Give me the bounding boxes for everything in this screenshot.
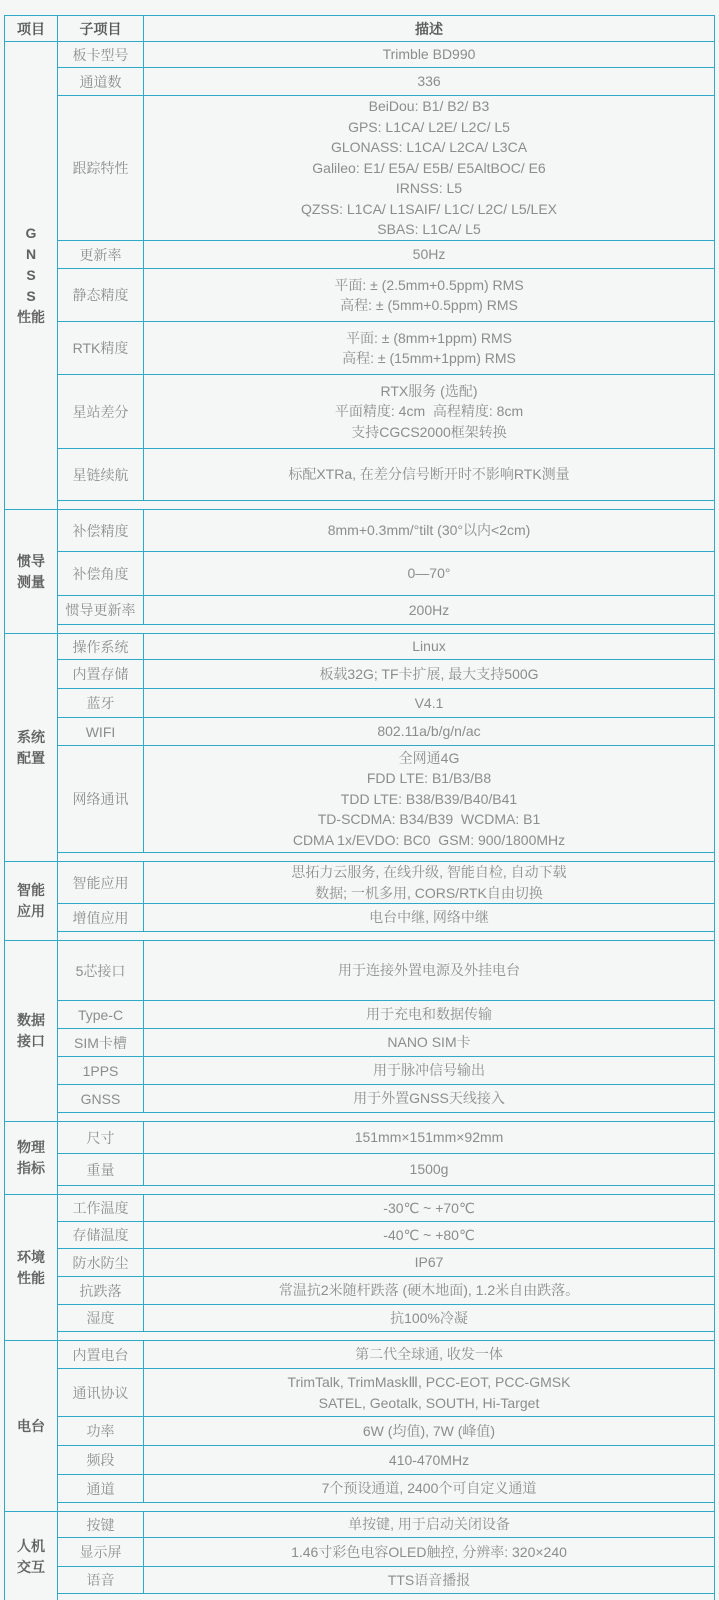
description-line: GPS: L1CA/ L2E/ L2C/ L5 bbox=[348, 118, 510, 135]
section-label-line: 性能 bbox=[17, 309, 45, 325]
sub-item-cell: GNSS bbox=[58, 1085, 144, 1112]
description-cell bbox=[144, 68, 714, 95]
description-cell bbox=[144, 1085, 714, 1112]
table-row bbox=[58, 1369, 714, 1417]
description-line: 200Hz bbox=[408, 601, 450, 618]
table-row bbox=[58, 449, 714, 501]
description-line: IRNSS: L5 bbox=[395, 180, 463, 197]
description-line: 单按键, 用于启动关闭设备 bbox=[348, 1516, 510, 1533]
description-line: -40℃ ~ +80℃ bbox=[383, 1226, 475, 1243]
description-line: 数据; 一机多用, CORS/RTK自由切换 bbox=[315, 884, 543, 901]
sub-item-cell: 尺寸 bbox=[58, 1122, 144, 1153]
header-sub-item: 子项目 bbox=[58, 16, 144, 41]
sub-item-cell: 防水防尘 bbox=[58, 1249, 144, 1276]
section-label-line: 系统 bbox=[17, 728, 45, 745]
description-cell bbox=[144, 96, 714, 240]
description-line: FDD LTE: B1/B3/B8 bbox=[366, 770, 492, 787]
description-line: 高程: ± (5mm+0.5ppm) RMS bbox=[340, 297, 518, 313]
sub-item-cell: 5芯接口 bbox=[58, 941, 144, 1000]
table-row bbox=[58, 1567, 714, 1594]
sub-item-cell: 存储温度 bbox=[58, 1222, 144, 1248]
description-line: RTX服务 (选配) bbox=[380, 382, 478, 399]
description-cell bbox=[144, 510, 714, 551]
section-label-line: G bbox=[25, 225, 37, 241]
description-cell bbox=[144, 1001, 714, 1028]
description-line: 151mm×151mm×92mm bbox=[354, 1129, 504, 1146]
description-cell bbox=[144, 1249, 714, 1276]
section-label-line: 人机 bbox=[17, 1538, 45, 1554]
sub-item-cell: 通讯协议 bbox=[58, 1369, 144, 1416]
table-row bbox=[58, 269, 714, 322]
sub-item-cell: 网络通讯 bbox=[58, 746, 144, 852]
section-label-line: 物理 bbox=[17, 1139, 45, 1155]
table-row bbox=[58, 1154, 714, 1186]
sub-item-cell: 内置电台 bbox=[58, 1341, 144, 1368]
description-line: 7个预设通道, 2400个可自定义通道 bbox=[321, 1480, 537, 1497]
sub-item-cell: 增值应用 bbox=[58, 904, 144, 931]
sub-item-cell: 工作温度 bbox=[58, 1195, 144, 1221]
description-cell bbox=[144, 660, 714, 688]
table-row bbox=[58, 1446, 714, 1475]
description-line: 思拓力云服务, 在线升级, 智能自检, 自动下载 bbox=[291, 864, 567, 880]
section-label-line: S bbox=[26, 288, 36, 304]
header-description: 描述 bbox=[415, 20, 443, 37]
section-gnss-performance bbox=[5, 42, 714, 510]
description-line: 高程: ± (15mm+1ppm) RMS bbox=[342, 350, 516, 366]
description-cell bbox=[144, 269, 714, 321]
section-label-line: N bbox=[25, 246, 37, 262]
sub-item-cell: 湿度 bbox=[58, 1305, 144, 1331]
section-label-line: 接口 bbox=[17, 1033, 45, 1049]
description-line: SBAS: L1CA/ L5 bbox=[377, 221, 481, 238]
sub-item-cell: RTK精度 bbox=[58, 322, 144, 374]
description-cell bbox=[144, 1512, 714, 1537]
description-cell bbox=[144, 241, 714, 268]
description-line: 板载32G; TF卡扩展, 最大支持500G bbox=[319, 665, 539, 682]
description-line: 8mm+0.3mm/°tilt (30°以内<2cm) bbox=[327, 522, 531, 539]
description-line: 用于连接外置电源及外挂电台 bbox=[338, 962, 520, 979]
table-row bbox=[58, 322, 714, 375]
section-rows bbox=[58, 1341, 714, 1511]
section-label-line: 环境 bbox=[17, 1248, 45, 1265]
section-label-line: 惯导 bbox=[17, 552, 45, 569]
sub-item-cell: 补偿精度 bbox=[58, 510, 144, 551]
description-line: 1500g bbox=[409, 1161, 449, 1178]
table-row bbox=[58, 862, 714, 904]
table-row bbox=[58, 1249, 714, 1277]
section-rows bbox=[58, 941, 714, 1121]
section-label-line: 智能 bbox=[17, 882, 45, 898]
section-label bbox=[5, 1195, 58, 1340]
section-label-line: 指标 bbox=[17, 1160, 45, 1176]
description-cell bbox=[144, 1369, 714, 1416]
description-line: 抗100%冷凝 bbox=[390, 1309, 468, 1326]
description-cell bbox=[144, 1029, 714, 1056]
description-line: 0—70° bbox=[407, 565, 451, 582]
description-line: 电台中继, 网络中继 bbox=[369, 909, 489, 926]
sub-item-cell: 智能应用 bbox=[58, 862, 144, 903]
description-line: IP67 bbox=[414, 1254, 444, 1271]
section-human-machine-interaction bbox=[5, 1512, 714, 1600]
sub-item-cell: SIM卡槽 bbox=[58, 1029, 144, 1056]
table-row bbox=[58, 941, 714, 1001]
table-row bbox=[58, 1277, 714, 1305]
description-cell bbox=[144, 862, 714, 903]
description-line: Linux bbox=[412, 638, 446, 655]
description-cell bbox=[144, 746, 714, 852]
section-data-interface bbox=[5, 941, 714, 1122]
section-label-line: 性能 bbox=[17, 1269, 45, 1286]
description-line: 6W (均值), 7W (峰值) bbox=[362, 1422, 496, 1439]
description-cell bbox=[144, 322, 714, 374]
section-label-line: 测量 bbox=[17, 573, 45, 590]
description-line: SATEL, Geotalk, SOUTH, Hi-Target bbox=[318, 1394, 540, 1411]
description-cell bbox=[144, 1567, 714, 1593]
description-cell bbox=[144, 552, 714, 595]
table-row bbox=[58, 68, 714, 96]
description-line: 平面精度: 4cm 高程精度: 8cm bbox=[334, 403, 524, 420]
section-label bbox=[5, 634, 58, 861]
table-header bbox=[5, 16, 714, 42]
sub-item-cell: 按键 bbox=[58, 1512, 144, 1537]
description-cell bbox=[144, 1277, 714, 1304]
table-row bbox=[58, 1029, 714, 1057]
sub-item-cell: 功率 bbox=[58, 1417, 144, 1445]
table-row bbox=[58, 596, 714, 625]
section-rows bbox=[58, 1512, 714, 1600]
description-line: Trimble BD990 bbox=[382, 46, 476, 63]
description-line: 802.11a/b/g/n/ac bbox=[377, 723, 481, 740]
section-rows bbox=[58, 1122, 714, 1194]
table-row bbox=[58, 1417, 714, 1446]
description-line: BeiDou: B1/ B2/ B3 bbox=[368, 98, 490, 115]
section-inertial-measurement bbox=[5, 510, 714, 634]
description-cell bbox=[144, 689, 714, 717]
sub-item-cell: 1PPS bbox=[58, 1057, 144, 1084]
description-cell bbox=[144, 1341, 714, 1368]
table-row bbox=[58, 660, 714, 689]
sub-item-cell: 补偿角度 bbox=[58, 552, 144, 595]
section-label-line: 应用 bbox=[17, 903, 45, 919]
section-label bbox=[5, 941, 58, 1121]
table-row bbox=[58, 1122, 714, 1154]
description-cell bbox=[144, 1446, 714, 1474]
description-cell bbox=[144, 449, 714, 500]
table-row bbox=[58, 1341, 714, 1369]
section-label-line: 数据 bbox=[17, 1012, 45, 1028]
description-line: TDD LTE: B38/B39/B40/B41 bbox=[340, 790, 518, 807]
section-physical-specs bbox=[5, 1122, 714, 1195]
description-line: 336 bbox=[417, 73, 441, 90]
description-line: 用于外置GNSS天线接入 bbox=[353, 1090, 505, 1107]
table-row bbox=[58, 718, 714, 746]
table-row bbox=[58, 904, 714, 932]
section-environmental-performance bbox=[5, 1195, 714, 1341]
description-line: 第二代全球通, 收发一体 bbox=[355, 1346, 503, 1363]
section-smart-application bbox=[5, 862, 714, 941]
description-cell bbox=[144, 1475, 714, 1502]
sub-item-cell: 跟踪特性 bbox=[58, 96, 144, 240]
table-row bbox=[58, 746, 714, 853]
description-cell bbox=[144, 1057, 714, 1084]
table-body bbox=[5, 42, 714, 1600]
table-row bbox=[58, 1057, 714, 1085]
sub-item-cell: 通道 bbox=[58, 1475, 144, 1502]
description-line: CDMA 1x/EVDO: BC0 GSM: 900/1800MHz bbox=[292, 831, 566, 848]
description-line: 标配XTRa, 在差分信号断开时不影响RTK测量 bbox=[288, 466, 570, 483]
description-line: 410-470MHz bbox=[388, 1451, 470, 1468]
description-cell bbox=[144, 1417, 714, 1445]
description-line: 全网通4G bbox=[398, 749, 460, 766]
sub-item-cell: 蓝牙 bbox=[58, 689, 144, 717]
description-line: 用于充电和数据传输 bbox=[366, 1006, 492, 1023]
description-line: 平面: ± (8mm+1ppm) RMS bbox=[346, 329, 512, 346]
sub-item-cell: 显示屏 bbox=[58, 1538, 144, 1566]
description-cell bbox=[144, 1154, 714, 1185]
section-label-line: 交互 bbox=[17, 1559, 45, 1575]
table-row bbox=[58, 510, 714, 552]
table-row bbox=[58, 1085, 714, 1113]
description-line: 平面: ± (2.5mm+0.5ppm) RMS bbox=[334, 276, 524, 293]
table-row bbox=[58, 42, 714, 68]
description-line: -30℃ ~ +70℃ bbox=[383, 1199, 475, 1216]
table-row bbox=[58, 1222, 714, 1249]
sub-item-cell: 频段 bbox=[58, 1446, 144, 1474]
section-rows bbox=[58, 634, 714, 861]
description-line: 1.46寸彩色电容OLED触控, 分辨率: 320×240 bbox=[291, 1543, 567, 1560]
description-cell bbox=[144, 634, 714, 659]
description-cell bbox=[144, 904, 714, 931]
table-row bbox=[58, 1475, 714, 1503]
description-line: TD-SCDMA: B34/B39 WCDMA: B1 bbox=[317, 811, 541, 828]
description-line: QZSS: L1CA/ L1SAIF/ L1C/ L2C/ L5/LEX bbox=[300, 200, 557, 217]
description-cell bbox=[144, 718, 714, 745]
spec-table bbox=[4, 15, 715, 1600]
sub-item-cell: 更新率 bbox=[58, 241, 144, 268]
sub-item-cell: 操作系统 bbox=[58, 634, 144, 659]
section-rows bbox=[58, 862, 714, 940]
description-line: V4.1 bbox=[414, 694, 444, 711]
table-row bbox=[58, 241, 714, 269]
sub-item-cell: Type-C bbox=[58, 1001, 144, 1028]
description-cell bbox=[144, 1222, 714, 1248]
table-row bbox=[58, 689, 714, 718]
table-row bbox=[58, 1195, 714, 1222]
description-cell bbox=[144, 1305, 714, 1331]
section-label bbox=[5, 862, 58, 940]
sub-item-cell: 内置存储 bbox=[58, 660, 144, 688]
sub-item-cell: 惯导更新率 bbox=[58, 596, 144, 624]
description-cell bbox=[144, 1538, 714, 1566]
table-row bbox=[58, 96, 714, 241]
description-line: GLONASS: L1CA/ L2CA/ L3CA bbox=[330, 139, 528, 156]
description-line: TrimTalk, TrimMaskⅢ, PCC-EOT, PCC-GMSK bbox=[287, 1374, 571, 1390]
description-line: 支持CGCS2000框架转换 bbox=[351, 423, 507, 440]
description-line: 常温抗2米随杆跌落 (硬木地面), 1.2米自由跌落。 bbox=[278, 1282, 580, 1299]
table-row bbox=[58, 1538, 714, 1567]
table-row bbox=[58, 375, 714, 449]
table-row bbox=[58, 1512, 714, 1538]
description-cell bbox=[144, 596, 714, 624]
description-cell bbox=[144, 375, 714, 448]
section-label-line: 配置 bbox=[17, 749, 45, 766]
description-cell bbox=[144, 1195, 714, 1221]
table-row bbox=[58, 1001, 714, 1029]
section-label bbox=[5, 1122, 58, 1194]
sub-item-cell: 语音 bbox=[58, 1567, 144, 1593]
description-line: NANO SIM卡 bbox=[387, 1034, 471, 1051]
section-label-line: S bbox=[26, 267, 36, 283]
sub-item-cell: 静态精度 bbox=[58, 269, 144, 321]
description-cell bbox=[144, 1122, 714, 1153]
description-cell bbox=[144, 941, 714, 1000]
section-label-line: 电台 bbox=[17, 1417, 45, 1434]
section-label bbox=[5, 1341, 58, 1511]
section-rows bbox=[58, 42, 714, 509]
description-line: 用于脉冲信号输出 bbox=[373, 1062, 485, 1079]
table-row bbox=[58, 634, 714, 660]
section-label bbox=[5, 42, 58, 509]
table-row bbox=[58, 552, 714, 596]
section-label bbox=[5, 1512, 58, 1600]
sub-item-cell: 星站差分 bbox=[58, 375, 144, 448]
description-cell bbox=[144, 42, 714, 67]
description-line: 50Hz bbox=[412, 246, 446, 263]
sub-item-cell: 星链续航 bbox=[58, 449, 144, 500]
description-line: TTS语音播报 bbox=[387, 1571, 471, 1588]
sub-item-cell: 抗跌落 bbox=[58, 1277, 144, 1304]
section-label bbox=[5, 510, 58, 633]
sub-item-cell: 通道数 bbox=[58, 68, 144, 95]
header-item: 项目 bbox=[5, 16, 58, 41]
section-radio bbox=[5, 1341, 714, 1512]
section-rows bbox=[58, 1195, 714, 1340]
description-line: Galileo: E1/ E5A/ E5B/ E5AltBOC/ E6 bbox=[312, 159, 546, 176]
sub-item-cell: 板卡型号 bbox=[58, 42, 144, 67]
section-system-configuration bbox=[5, 634, 714, 862]
sub-item-cell: WIFI bbox=[58, 718, 144, 745]
table-row bbox=[58, 1305, 714, 1332]
section-rows bbox=[58, 510, 714, 633]
sub-item-cell: 重量 bbox=[58, 1154, 144, 1185]
